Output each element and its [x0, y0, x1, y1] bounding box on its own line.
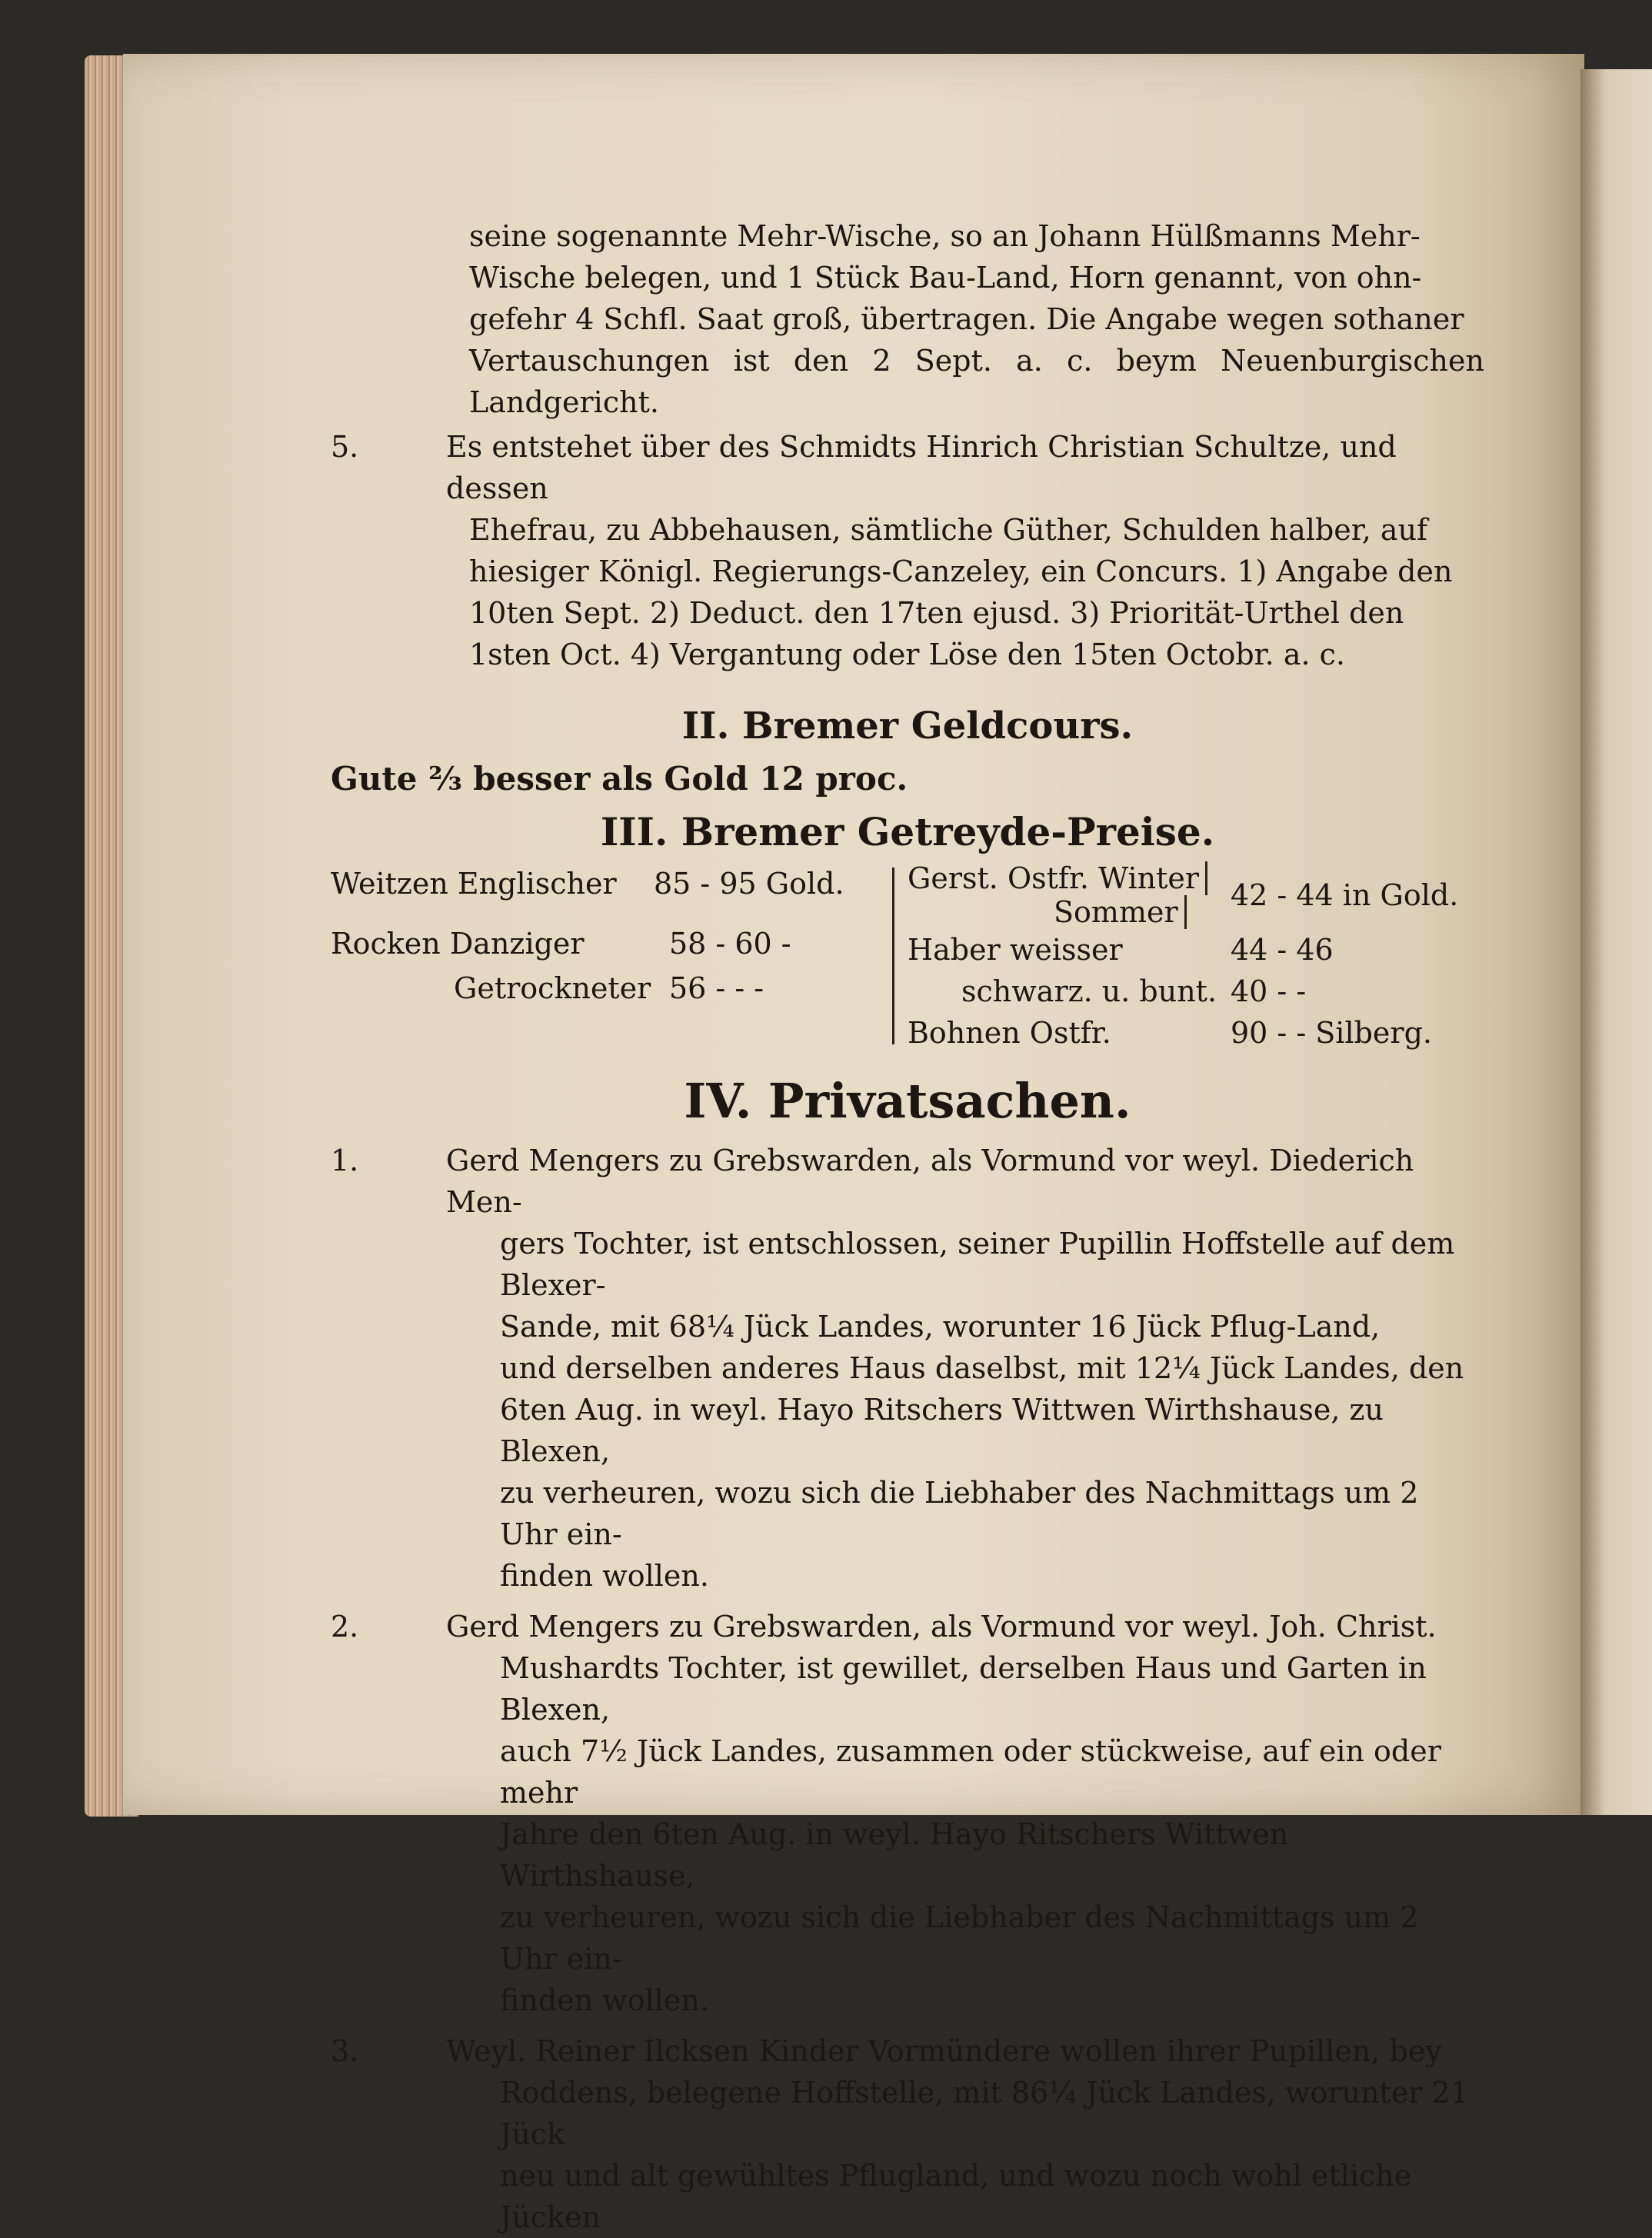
price-row: [908, 929, 1492, 971]
item-number: 3.: [331, 2034, 359, 2068]
page-content: [331, 215, 1484, 2238]
text-line: Es entstehet über des Schmidts Hinrich Christian Schultze, und dessen: [446, 430, 1397, 505]
price-row: [908, 1012, 1492, 1054]
grain-label: Sommer: [1054, 895, 1187, 929]
text-line: hiesiger Königl. Regierungs-Canzeley, ein Concurs. 1) Angabe den: [469, 555, 1453, 588]
price-row: [331, 966, 884, 1011]
text-line: finden wollen.: [500, 1983, 709, 2017]
text-line: Ehefrau, zu Abbehausen, sämtliche Güther, Schulden halber, auf: [469, 513, 1428, 547]
text-line: zu verheuren, wozu sich die Liebhaber des Nachmittags um 2 Uhr ein-: [500, 1476, 1419, 1551]
text-line: und derselben anderes Haus daselbst, mit 12¼ Jück Landes, den: [500, 1351, 1464, 1385]
section-heading-privatsachen: IV. Privatsachen.: [684, 1073, 1131, 1129]
text-line: seine sogenannte Mehr-Wische, so an Johann Hülßmanns Mehr-: [469, 219, 1421, 253]
notice-item-5: [331, 426, 1484, 675]
table-divider: [892, 868, 894, 1044]
text-line: auch 7½ Jück Landes, zusammen oder stückweise, auf ein oder mehr: [500, 1734, 1441, 1810]
text-line: gefehr 4 Schfl. Saat groß, übertragen. Die Angabe wegen sothaner: [469, 302, 1464, 336]
notice-item-1: [331, 1140, 1484, 1597]
text-line: finden wollen.: [500, 1559, 709, 1593]
grain-price: 42 - 44 in Gold.: [1231, 878, 1459, 912]
facing-page-edge: [1580, 69, 1652, 1815]
text-line: Jahre den 6ten Aug. in weyl. Hayo Ritschers Wittwen Wirthshause,: [500, 1817, 1289, 1893]
grain-label: Rocken Danziger: [331, 927, 585, 961]
item-number: 1.: [331, 1144, 359, 1177]
price-row: [331, 861, 884, 906]
continuation-paragraph: [331, 215, 1484, 423]
price-column-right: [908, 861, 1492, 1054]
text-line: neu und alt gewühltes Pflugland, und wozu noch wohl etliche Jücken: [500, 2159, 1412, 2234]
grain-price: 56 - - -: [669, 971, 764, 1005]
grain-price: 40 - -: [1231, 974, 1307, 1008]
grain-label: Gerst. Ostfr. Winter: [908, 861, 1207, 895]
section-heading-getreyde: III. Bremer Getreyde-Preise.: [600, 809, 1215, 854]
price-column-left: [331, 861, 884, 1011]
text-line: Gerd Mengers zu Grebswarden, als Vormund vor weyl. Diederich Men-: [446, 1144, 1414, 1219]
grain-label: Getrockneter: [454, 971, 651, 1005]
text-line: 1sten Oct. 4) Vergantung oder Löse den 15ten Octobr. a. c.: [469, 638, 1345, 671]
grain-label: Weitzen Englischer: [331, 867, 617, 901]
grain-label: schwarz. u. bunt.: [961, 974, 1217, 1008]
grain-label: Bohnen Ostfr.: [908, 1016, 1111, 1050]
grain-price-table: [331, 861, 1484, 1054]
item-number: 2.: [331, 1610, 359, 1644]
notice-item-3: [331, 2030, 1484, 2238]
text-line: 10ten Sept. 2) Deduct. den 17ten ejusd. 3) Priorität-Urthel den: [469, 596, 1404, 630]
text-line: 6ten Aug. in weyl. Hayo Ritschers Wittwen Wirthshause, zu Blexen,: [500, 1393, 1384, 1468]
price-row: [331, 921, 884, 966]
text-line: Wische belegen, und 1 Stück Bau-Land, Horn genannt, von ohn-: [469, 261, 1422, 295]
section-heading-geldcours: II. Bremer Geldcours.: [681, 704, 1134, 748]
text-line: Vertauschungen ist den 2 Sept. a. c. beym Neuenburgischen Landgericht.: [469, 344, 1484, 419]
grain-label: Haber weisser: [908, 933, 1123, 967]
grain-price: 58 - 60 -: [669, 927, 791, 961]
text-line: Weyl. Reiner Ilcksen Kinder Vormündere wollen ihrer Pupillen, bey: [446, 2034, 1442, 2068]
text-line: gers Tochter, ist entschlossen, seiner Pupillin Hoffstelle auf dem Blexer-: [500, 1227, 1455, 1302]
grain-price: 85 - 95 Gold.: [654, 867, 844, 901]
text-line: Roddens, belegene Hoffstelle, mit 86¼ Jück Landes, worunter 21 Jück: [500, 2076, 1469, 2151]
text-line: Sande, mit 68¼ Jück Landes, worunter 16 Jück Pflug-Land,: [500, 1310, 1381, 1344]
item-number: 5.: [331, 430, 359, 464]
text-line: Mushardts Tochter, ist gewillet, derselben Haus und Garten in Blexen,: [500, 1651, 1427, 1727]
price-row: [908, 971, 1492, 1012]
text-line: Gerd Mengers zu Grebswarden, als Vormund vor weyl. Joh. Christ.: [446, 1610, 1437, 1644]
notice-item-2: [331, 1606, 1484, 2021]
geldcours-text: Gute ⅔ besser als Gold 12 proc.: [331, 760, 908, 798]
grain-price: 44 - 46: [1231, 933, 1334, 967]
text-line: zu verheuren, wozu sich die Liebhaber des Nachmittags um 2 Uhr ein-: [500, 1900, 1419, 1976]
grain-price: 90 - - Silberg.: [1231, 1016, 1432, 1050]
